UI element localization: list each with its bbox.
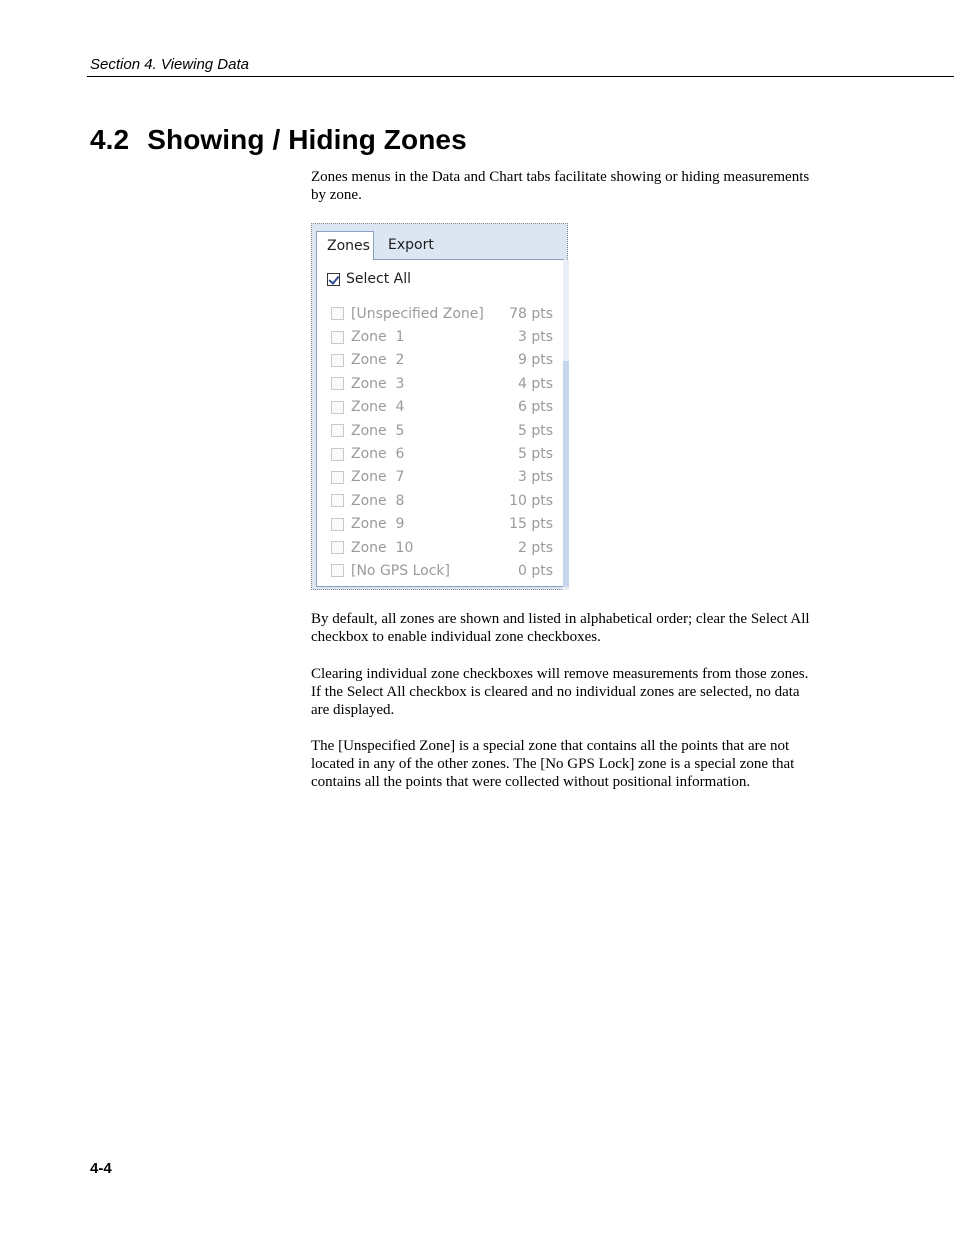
intro-paragraph: Zones menus in the Data and Chart tabs facilitate showing or hiding measurements by zone. [311, 169, 810, 203]
zone-point-count: 5 pts [517, 446, 553, 463]
zone-row[interactable] [331, 536, 553, 559]
zone-name: Zone 9 [351, 516, 405, 533]
zone-checkbox[interactable] [331, 471, 344, 484]
tab-export[interactable]: Export [388, 237, 434, 253]
zone-checkbox[interactable] [331, 541, 344, 554]
zone-checkbox[interactable] [331, 564, 344, 577]
select-all-label: Select All [346, 271, 411, 287]
zones-menu-screenshot [311, 223, 568, 590]
zone-point-count: 78 pts [509, 305, 553, 322]
zone-row[interactable] [331, 396, 553, 419]
zone-name: Zone 4 [351, 399, 405, 416]
paragraph-clearing-checkboxes: Clearing individual zone checkboxes will remove measurements from those zones. If the Select All checkbox is cleared and no individual zones are selected, no data are displayed. [311, 666, 809, 718]
zone-checkbox[interactable] [331, 307, 344, 320]
paragraph-default-zones: By default, all zones are shown and listed in alphabetical order; clear the Select All checkbox to enable individual zone checkboxes. [311, 611, 810, 645]
select-all-option[interactable] [327, 271, 411, 287]
zone-row[interactable] [331, 489, 553, 512]
zone-point-count: 3 pts [517, 329, 553, 346]
zone-checkbox[interactable] [331, 401, 344, 414]
zone-row[interactable] [331, 466, 553, 489]
zone-checkbox[interactable] [331, 424, 344, 437]
zone-point-count: 10 pts [509, 492, 553, 509]
zone-point-count: 5 pts [517, 422, 553, 439]
zone-row[interactable] [331, 302, 553, 325]
zone-checkbox[interactable] [331, 377, 344, 390]
zone-row[interactable] [331, 349, 553, 372]
zone-name: Zone 3 [351, 375, 405, 392]
select-all-checkbox[interactable] [327, 273, 340, 286]
zone-checkbox[interactable] [331, 518, 344, 531]
zone-name: Zone 6 [351, 446, 405, 463]
zone-name: Zone 7 [351, 469, 405, 486]
background-window-highlight [563, 361, 569, 587]
zone-row[interactable] [331, 442, 553, 465]
zone-name: Zone 2 [351, 352, 405, 369]
zone-name: [Unspecified Zone] [351, 305, 484, 322]
zone-row[interactable] [331, 419, 553, 442]
header-rule [87, 76, 954, 77]
zone-name: Zone 10 [351, 539, 414, 556]
zone-point-count: 15 pts [509, 516, 553, 533]
zone-name: Zone 8 [351, 492, 405, 509]
zone-point-count: 9 pts [517, 352, 553, 369]
page-number: 4-4 [90, 1160, 112, 1177]
zone-point-count: 0 pts [517, 562, 553, 579]
zone-point-count: 2 pts [517, 539, 553, 556]
zone-checkbox[interactable] [331, 494, 344, 507]
tab-zones[interactable]: Zones [316, 231, 374, 260]
paragraph-special-zones: The [Unspecified Zone] is a special zone that contains all the points that are not located in any of the other zones. The [No GPS Lock] zone is a special zone that contains all the points that were collected without positional information. [311, 738, 795, 790]
zone-row[interactable] [331, 372, 553, 395]
background-window-edge [563, 260, 569, 590]
zone-row[interactable] [331, 559, 553, 582]
zone-row[interactable] [331, 325, 553, 348]
zone-row[interactable] [331, 513, 553, 536]
zone-name: Zone 5 [351, 422, 405, 439]
zone-point-count: 6 pts [517, 399, 553, 416]
running-header: Section 4. Viewing Data [90, 56, 249, 73]
section-number: 4.2 [90, 124, 130, 155]
zone-point-count: 4 pts [517, 375, 553, 392]
zone-checkbox[interactable] [331, 448, 344, 461]
zone-name: [No GPS Lock] [351, 562, 450, 579]
section-title-text: Showing / Hiding Zones [147, 124, 467, 155]
zone-point-count: 3 pts [517, 469, 553, 486]
zone-checkbox[interactable] [331, 354, 344, 367]
zone-name: Zone 1 [351, 329, 405, 346]
zone-list [331, 302, 553, 583]
section-title [90, 124, 467, 156]
zones-panel [316, 259, 564, 587]
zone-checkbox[interactable] [331, 331, 344, 344]
